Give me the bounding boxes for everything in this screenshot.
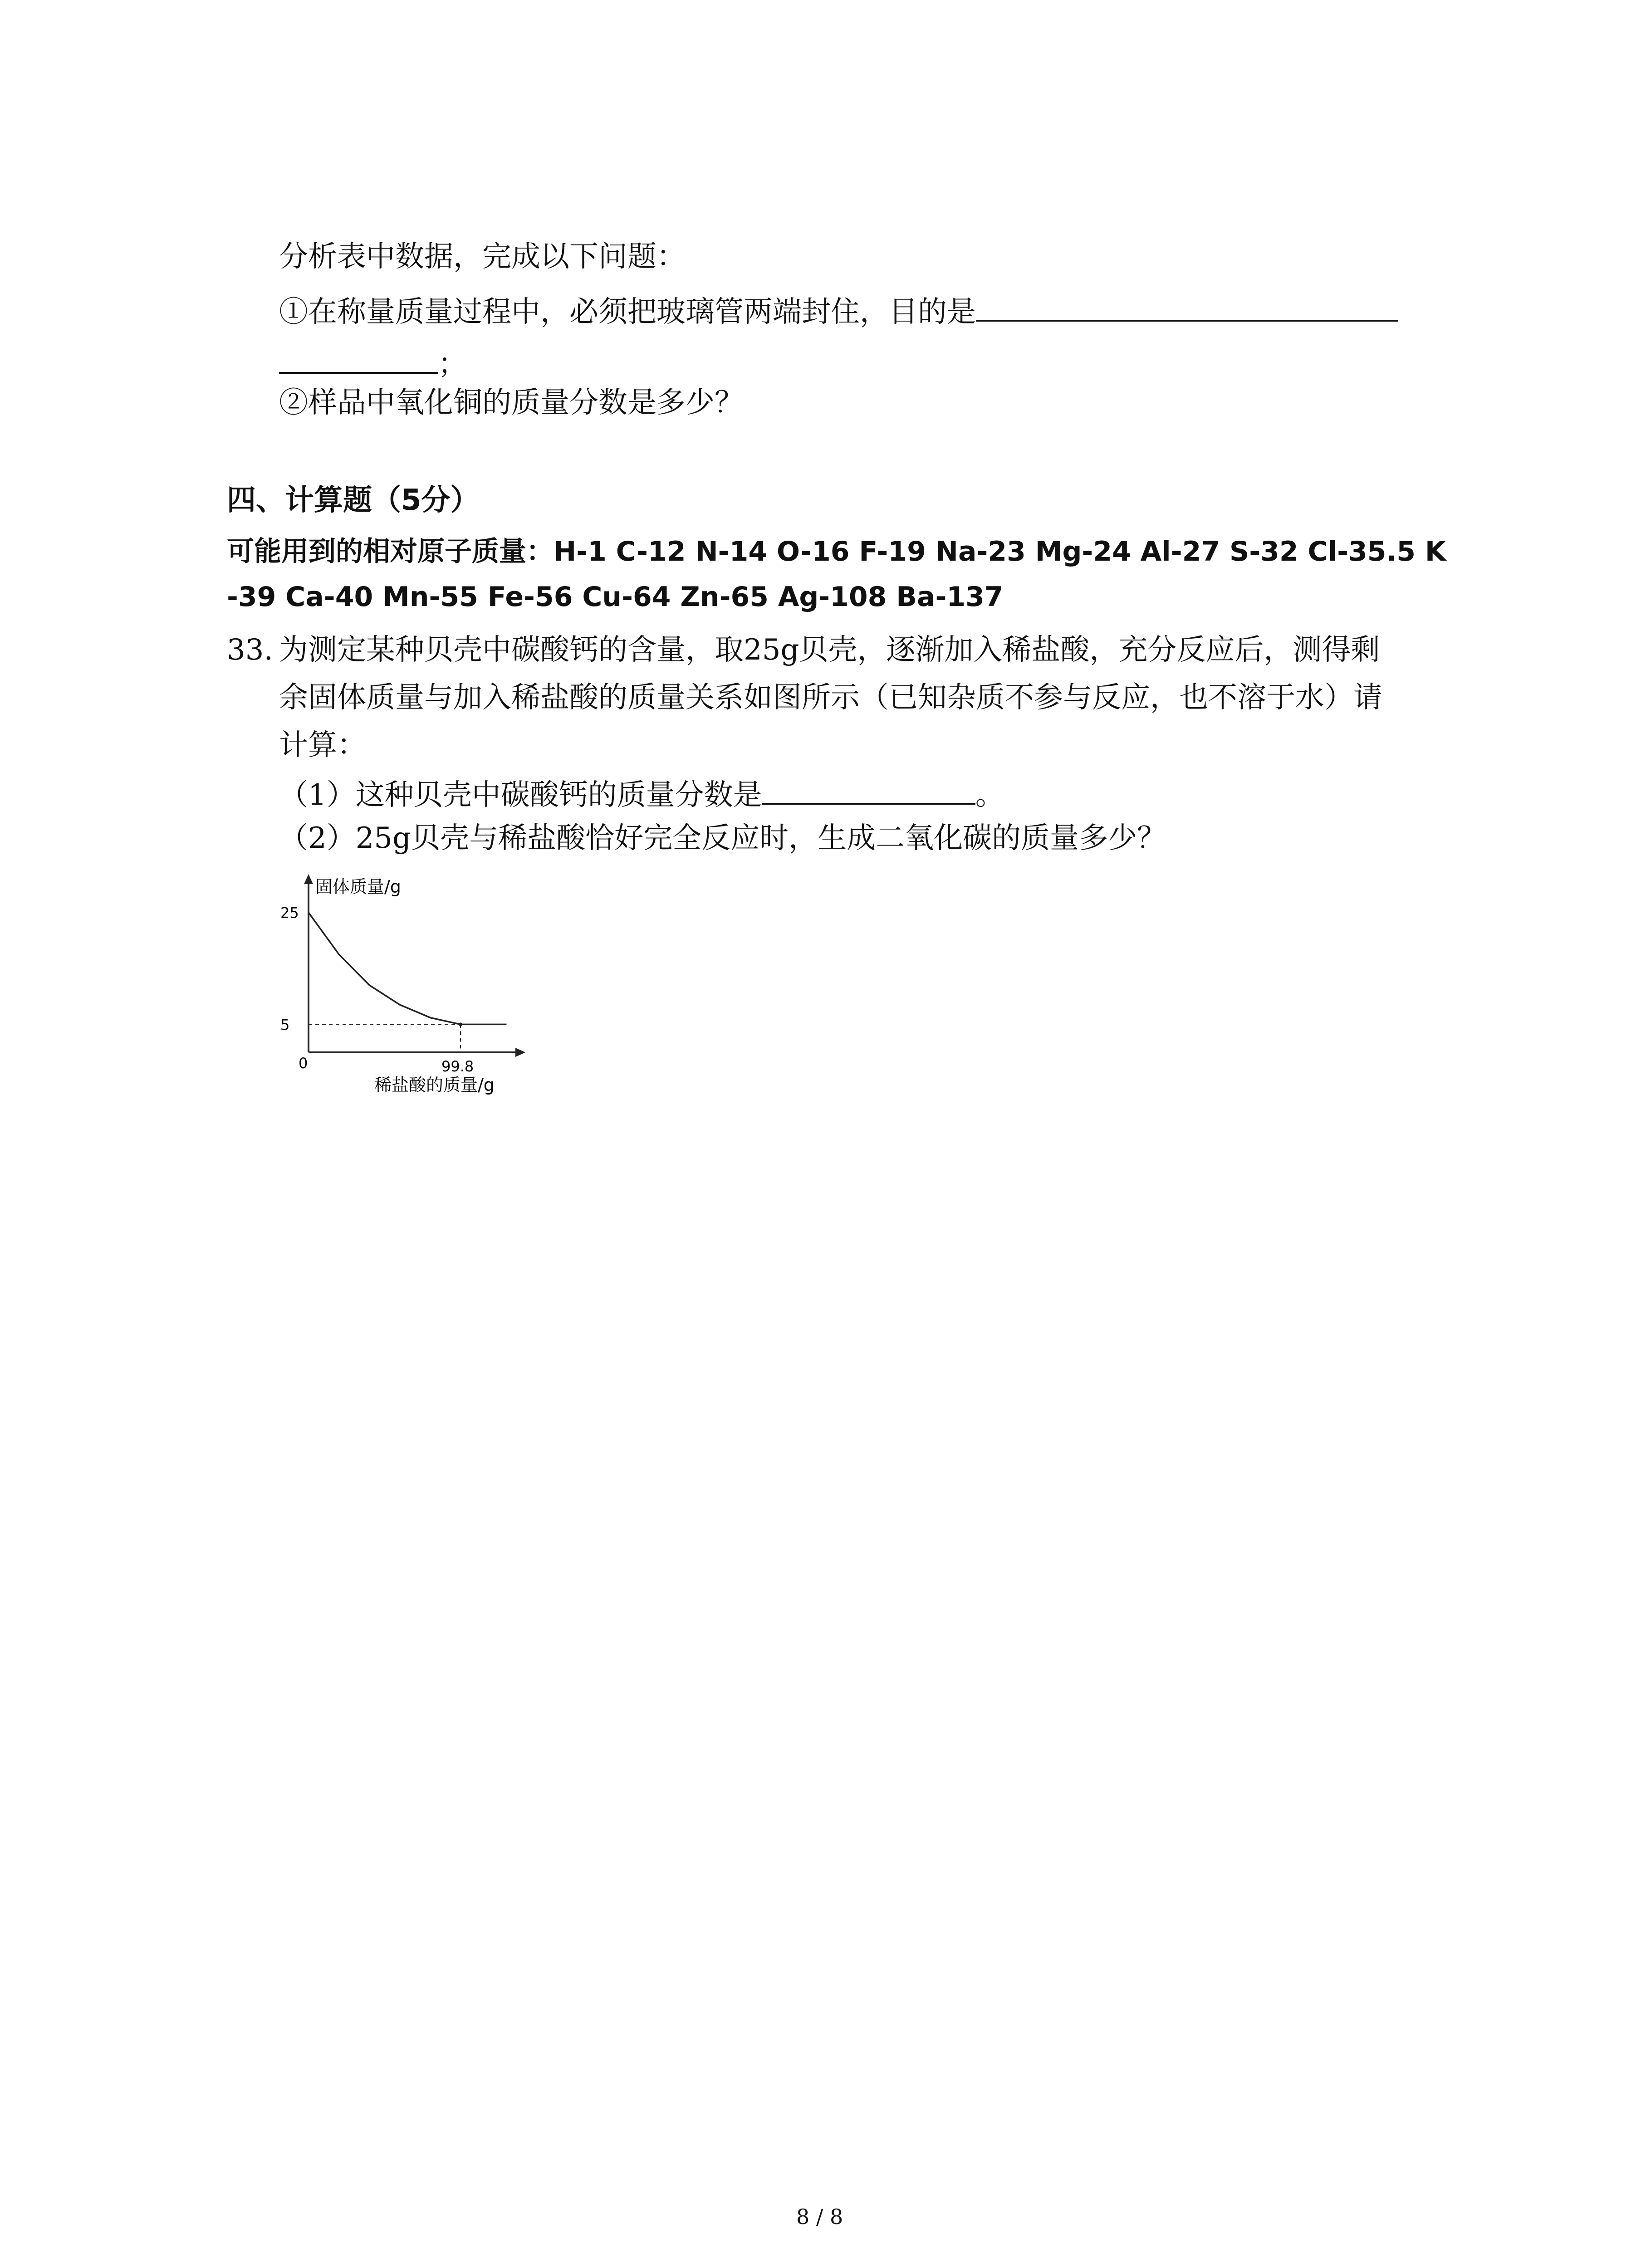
- answer-blank[interactable]: [976, 293, 1398, 322]
- section-title: 四、计算题（5分）: [227, 484, 480, 517]
- q32-part1-cont: [279, 345, 467, 382]
- y-tick-label: 25: [280, 904, 299, 922]
- series-line: [309, 913, 506, 1025]
- origin-label: 0: [299, 1055, 308, 1072]
- q33-line2: 余固体质量与加入稀盐酸的质量关系如图所示（已知杂质不参与反应，也不溶于水）请: [279, 681, 1382, 714]
- x-axis-arrow: [515, 1048, 525, 1057]
- y-tick-label: 5: [280, 1016, 290, 1034]
- q33-sub1-text: （1）这种贝壳中碳酸钙的质量分数是: [279, 778, 762, 812]
- y-axis-arrow: [304, 874, 313, 884]
- atomic-masses-line1: 可能用到的相对原子质量：H-1 C-12 N-14 O-16 F-19 Na-23 Mg-24 Al-27 S-32 Cl-35.5 K: [227, 536, 1446, 567]
- q33-sub2: （2）25g贝壳与稀盐酸恰好完全反应时，生成二氧化碳的质量多少？: [279, 821, 1166, 855]
- atomic-masses-line2: -39 Ca-40 Mn-55 Fe-56 Cu-64 Zn-65 Ag-108 Ba-137: [227, 581, 1004, 613]
- q33-line1: 为测定某种贝壳中碳酸钙的含量，取25g贝壳，逐渐加入稀盐酸，充分反应后，测得剩: [279, 633, 1380, 667]
- q33-sub1: [279, 776, 1004, 813]
- q32-part2: ②样品中氧化铜的质量分数是多少？: [279, 386, 744, 420]
- data-point: [459, 1022, 462, 1026]
- answer-blank[interactable]: [279, 345, 438, 374]
- answer-blank[interactable]: [762, 776, 975, 805]
- mass-chart: [272, 862, 544, 1107]
- x-axis-label: 稀盐酸的质量/g: [374, 1075, 495, 1095]
- q32-part1-end: ；: [438, 347, 467, 381]
- q32-part1: [279, 293, 1398, 330]
- q33-sub1-end: 。: [975, 778, 1004, 812]
- q32-intro: 分析表中数据，完成以下问题：: [279, 240, 686, 274]
- x-tick-label: 99.8: [441, 1058, 474, 1075]
- q33-line3: 计算：: [279, 728, 366, 762]
- page-number: 8 / 8: [796, 2204, 843, 2229]
- q32-part1-text: ①在称量质量过程中，必须把玻璃管两端封住，目的是: [279, 295, 976, 329]
- q33-number: 33.: [227, 633, 273, 667]
- y-axis-label: 固体质量/g: [315, 877, 401, 897]
